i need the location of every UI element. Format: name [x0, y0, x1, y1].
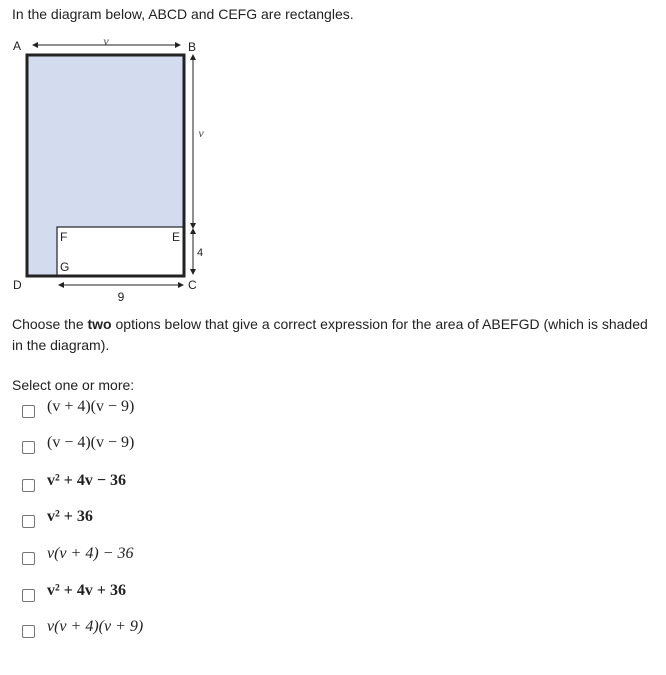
option-2-expression: (v − 4)(v − 9) — [47, 434, 135, 451]
option-3[interactable] — [22, 472, 126, 502]
question-emphasis: two — [87, 316, 112, 332]
option-4-expression: v² + 36 — [47, 508, 93, 525]
rectangle-cefg — [57, 227, 184, 276]
option-6-checkbox[interactable] — [22, 589, 35, 602]
right-lower-dimension-label: 4 — [196, 247, 204, 259]
option-7-checkbox[interactable] — [22, 625, 35, 638]
option-7[interactable] — [22, 618, 143, 648]
option-5-checkbox[interactable] — [22, 552, 35, 565]
option-5[interactable] — [22, 545, 133, 575]
option-4-checkbox[interactable] — [22, 515, 35, 528]
intro-text: In the diagram below, ABCD and CEFG are rectangles. — [12, 6, 354, 22]
question-after: options below that give a correct expression for the area of ABEFGD (which is shaded in the diagram). — [12, 316, 648, 353]
vertex-label-f: F — [60, 230, 68, 244]
option-2[interactable] — [22, 434, 134, 464]
vertex-label-d: D — [13, 278, 22, 292]
vertex-label-c: C — [188, 278, 197, 292]
question-text — [12, 314, 657, 356]
option-3-checkbox[interactable] — [22, 479, 35, 492]
rectangle-diagram — [0, 30, 230, 310]
question-before: Choose the — [12, 316, 88, 332]
option-1-expression: (v + 4)(v − 9) — [47, 398, 135, 415]
vertex-label-a: A — [13, 39, 22, 53]
option-1[interactable] — [22, 398, 134, 428]
option-5-expression: v(v + 4) − 36 — [47, 545, 134, 562]
option-6-expression: v² + 4v + 36 — [47, 582, 127, 599]
option-6[interactable] — [22, 582, 126, 612]
option-2-checkbox[interactable] — [22, 441, 35, 454]
vertex-label-e: E — [172, 230, 181, 244]
top-dimension-label: v — [103, 34, 109, 48]
select-label: Select one or more: — [12, 377, 135, 393]
vertex-label-b: B — [188, 40, 197, 54]
vertex-label-g: G — [60, 260, 70, 274]
option-3-expression: v² + 4v − 36 — [47, 472, 127, 489]
option-4[interactable] — [22, 508, 93, 538]
right-upper-dimension-label: v — [198, 126, 204, 140]
option-1-checkbox[interactable] — [22, 405, 35, 418]
option-7-expression: v(v + 4)(v + 9) — [47, 618, 144, 635]
bottom-dimension-label: 9 — [117, 290, 125, 304]
